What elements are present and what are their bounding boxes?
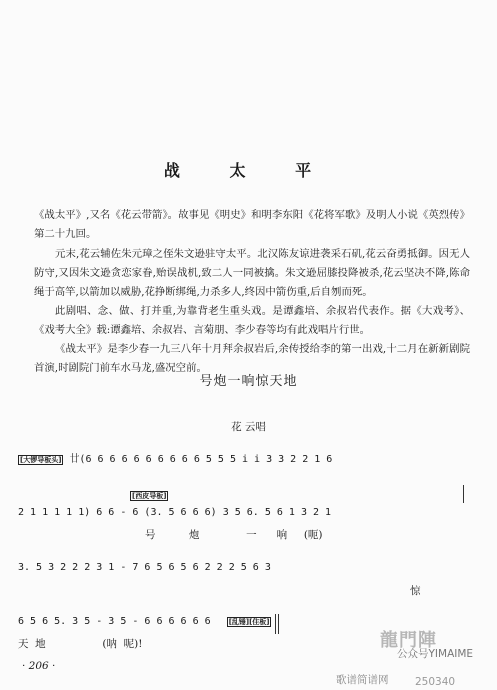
watermark-account: 公众号YIMAIME — [397, 648, 474, 660]
lyrics-line-2: 号 炮 一 响 (呃) — [145, 529, 323, 541]
lyrics-line-3: 惊 — [410, 585, 421, 597]
watermark-code: 250340 — [415, 676, 456, 688]
paragraph-2: 元末,花云辅佐朱元璋之侄朱文逊驻守太平。北汉陈友谅进袭采石矶,花云奋勇抵御。因无人防守,又因朱文逊贪恋家眷,贻误战机,致二人一同被擒。朱文逊屈膝投降被杀,花云坚决不降,陈命绳于高竿,以箭加以威胁,花挣断绑绳,力杀多人,终因中箭伤重,后自刎而死。 — [34, 248, 470, 298]
score-notes: 2 1 1 1 1 1) 6 6 - 6 (3. 5 6 6 6) 3 5 6. 5 6 1 3 2 1 — [18, 507, 332, 518]
score-tag: [西皮导板] — [132, 492, 167, 500]
score-tag: [大锣导板头] — [20, 456, 62, 464]
score-tag-line-2 — [130, 490, 230, 501]
score-tag: [乱锤][住板] — [228, 618, 270, 626]
page-number: · 206 · — [22, 660, 56, 672]
score-notes: 3. 5 3 2 2 2 3 1 - 7 6 5 6 5 6 2 2 2 5 6 3 — [18, 562, 271, 573]
singer-credit: 花 云唱 — [231, 421, 266, 433]
score-notes: 廿(6 6 6 6 6 6 6 6 6 6 5 5 5 i i 3 3 2 2 1 6 — [69, 454, 333, 465]
lyrics-line-4: 天 地 (呐 呢)! — [18, 638, 143, 650]
double-bar-line — [275, 614, 276, 634]
page-title: 战 太 平 — [163, 161, 334, 180]
double-bar-line — [278, 614, 279, 634]
score-line-2 — [18, 507, 480, 518]
paragraph-3: 此剧唱、念、做、打并重,为靠背老生重头戏。是谭鑫培、余叔岩代表作。据《大戏考》、《戏考大全》载:谭鑫培、余叔岩、言菊朋、李少春等均有此戏唱片行世。 — [34, 305, 470, 336]
watermark-site: 歌谱简谱网 — [336, 674, 389, 686]
bar-line — [463, 485, 464, 503]
score-notes: 6 5 6 5. 3 5 - 3 5 - 6 6 6 6 6 6 — [18, 616, 211, 627]
paragraph-4: 《战太平》是李少春一九三八年十月拜余叔岩后,余传授给李的第一出戏,十二月在新新剧院首演,时剧院门前车水马龙,盛况空前。 — [34, 343, 470, 374]
score-line-1 — [18, 450, 480, 465]
score-line-3 — [18, 562, 480, 573]
song-title: 号炮一响惊天地 — [199, 374, 298, 389]
watermark-logo: 龍門陣 — [380, 630, 437, 651]
paragraph-1: 《战太平》,又名《花云带箭》。故事见《明史》和明李东阳《花将军歌》及明人小说《英烈传》第二十九回。 — [34, 209, 470, 240]
